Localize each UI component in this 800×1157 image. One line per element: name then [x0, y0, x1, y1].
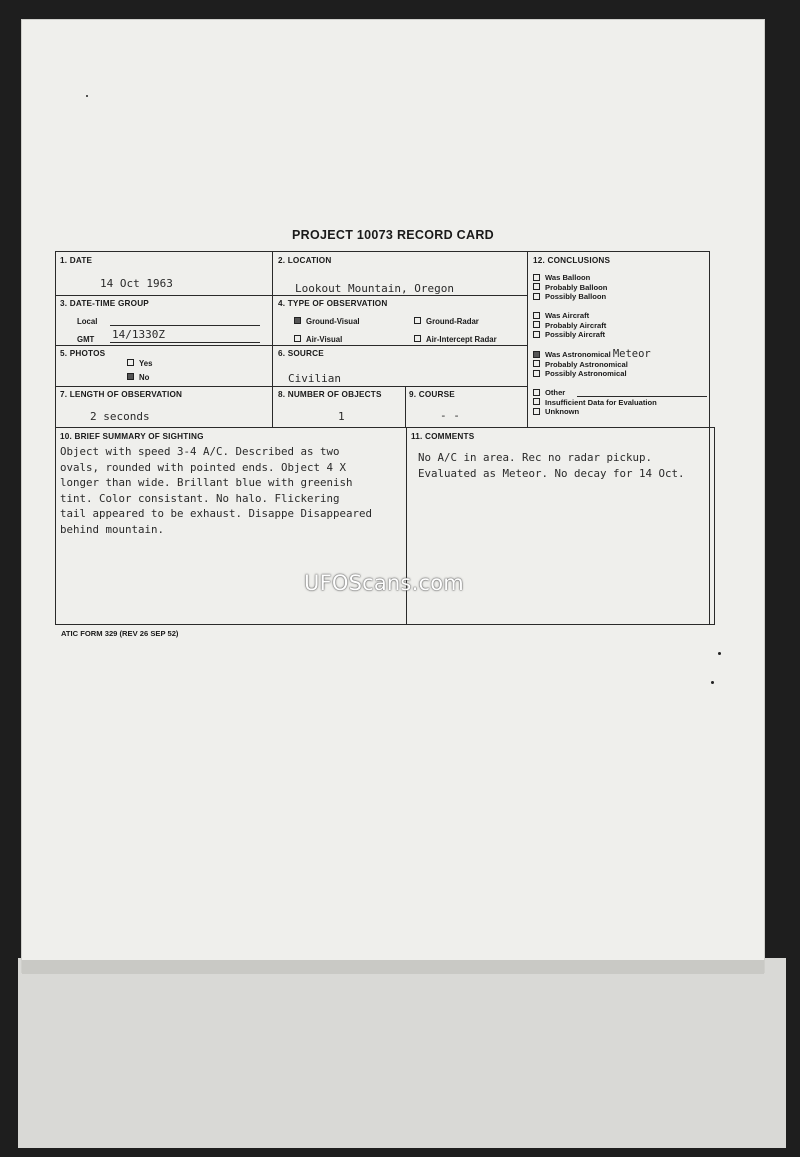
course-label: 9. COURSE [409, 390, 455, 399]
location-label: 2. LOCATION [278, 256, 332, 265]
checkbox-icon [414, 335, 421, 342]
length-label: 7. LENGTH OF OBSERVATION [60, 390, 183, 399]
comments-label: 11. COMMENTS [411, 432, 475, 441]
source-label: 6. SOURCE [278, 349, 324, 358]
conclusions-other-group: Other Insufficient Data for Evaluation Unknown [533, 388, 657, 417]
summary-line: tint. Color consistant. No halo. Flickering [60, 491, 340, 505]
grid-row-2 [55, 345, 527, 346]
grid-row-1 [55, 295, 527, 296]
grid-bottom-border [55, 624, 715, 625]
grid-row-3 [55, 386, 527, 387]
checkbox-icon [533, 370, 540, 377]
grid-col-1 [272, 251, 273, 427]
course-value: - - [440, 409, 460, 422]
speck [86, 95, 88, 97]
summary-label: 10. BRIEF SUMMARY OF SIGHTING [60, 432, 204, 441]
checkbox-icon [533, 408, 540, 415]
grid-left-border [55, 251, 56, 625]
date-value: 14 Oct 1963 [100, 277, 173, 290]
summary-text [60, 444, 372, 537]
checkbox-checked-icon [533, 351, 540, 358]
ground-visual-option: Ground-Visual [294, 317, 360, 326]
grid-col-2 [527, 251, 528, 427]
checkbox-icon [533, 398, 540, 405]
other-line [577, 396, 707, 397]
grid-right-lower [714, 427, 715, 625]
checkbox-icon [533, 312, 540, 319]
objects-value: 1 [338, 410, 345, 423]
gmt-label: GMT [77, 335, 95, 344]
speck [711, 681, 714, 684]
observation-type-label: 4. TYPE OF OBSERVATION [278, 299, 388, 308]
checkbox-icon [533, 321, 540, 328]
air-intercept-radar-option: Air-Intercept Radar [414, 335, 497, 344]
summary-line: behind mountain. [60, 522, 165, 536]
speck [718, 652, 721, 655]
checkbox-icon [533, 293, 540, 300]
summary-line: longer than wide. Brillant blue with greenish [60, 476, 353, 489]
checkbox-checked-icon [294, 317, 301, 324]
record-card-page [22, 20, 764, 972]
conclusions-astronomical-group: Was Astronomical Meteor Probably Astronomical Possibly Astronomical [533, 350, 651, 379]
objects-label: 8. NUMBER OF OBJECTS [278, 390, 382, 399]
air-visual-option: Air-Visual [294, 335, 342, 344]
card-title: PROJECT 10073 RECORD CARD [292, 228, 494, 242]
checkbox-checked-icon [127, 373, 134, 380]
gmt-value: 14/1330Z [112, 328, 165, 341]
comments-text [418, 450, 685, 482]
underlying-page [18, 958, 786, 1148]
checkbox-icon [533, 283, 540, 290]
grid-col-course [405, 386, 406, 427]
grid-top-border [55, 251, 709, 252]
local-label: Local [77, 317, 98, 326]
location-value: Lookout Mountain, Oregon [295, 282, 454, 295]
checkbox-icon [127, 359, 134, 366]
checkbox-icon [533, 360, 540, 367]
grid-row-4 [55, 427, 715, 428]
conclusions-balloon-group: Was Balloon Probably Balloon Possibly Balloon [533, 273, 607, 302]
date-time-group-label: 3. DATE-TIME GROUP [60, 299, 149, 308]
summary-line: tail appeared to be exhaust. Disappe Disappeared [60, 507, 373, 520]
source-value: Civilian [288, 372, 341, 385]
checkbox-icon [414, 317, 421, 324]
summary-line: ovals, rounded with pointed ends. Object 4 X [60, 460, 347, 474]
conclusions-label: 12. CONCLUSIONS [533, 256, 611, 265]
local-line [110, 325, 260, 326]
conclusions-aircraft-group: Was Aircraft Probably Aircraft Possibly Aircraft [533, 311, 606, 340]
astronomical-note: Meteor [612, 348, 651, 360]
grid-right-border [709, 251, 710, 625]
comment-line: No A/C in area. Rec no radar pickup. [418, 451, 653, 464]
length-value: 2 seconds [90, 410, 150, 423]
summary-line: Object with speed 3-4 A/C. Described as two [60, 445, 340, 458]
photos-no-option: No [127, 373, 149, 382]
paper-shadow-edge [22, 960, 764, 974]
form-id: ATIC FORM 329 (REV 26 SEP 52) [61, 629, 179, 638]
checkbox-icon [533, 274, 540, 281]
photos-yes-option: Yes [127, 359, 152, 368]
comment-line: Evaluated as Meteor. No decay for 14 Oct. [418, 467, 685, 480]
ground-radar-option: Ground-Radar [414, 317, 479, 326]
watermark: UFOScans.com [304, 571, 464, 595]
date-label: 1. DATE [60, 256, 93, 265]
gmt-line [110, 342, 260, 343]
grid-col-summary [406, 427, 407, 625]
photos-label: 5. PHOTOS [60, 349, 106, 358]
checkbox-icon [533, 389, 540, 396]
checkbox-icon [533, 331, 540, 338]
checkbox-icon [294, 335, 301, 342]
